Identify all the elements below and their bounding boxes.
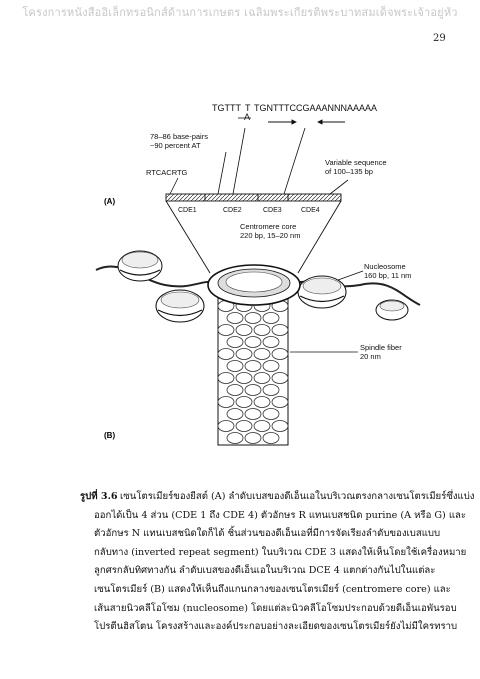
spindle-bead — [227, 313, 243, 324]
spindle-bead — [236, 397, 252, 408]
spindle-bead — [263, 361, 279, 372]
nucleosome-size-label: 160 bp, 11 nm — [364, 271, 412, 280]
nucleosome-right-2 — [376, 300, 408, 320]
spindle-bead — [254, 421, 270, 432]
label-b: (B) — [104, 431, 116, 440]
spindle-bead — [245, 313, 261, 324]
variable-seq-label: Variable sequence — [325, 158, 387, 167]
base-pairs-label: 78–86 base-pairs — [150, 132, 208, 141]
spindle-bead — [218, 421, 234, 432]
spindle-bead — [272, 421, 288, 432]
figure-caption — [80, 488, 475, 637]
caption-line: เส้นสายนิวคลีโอโซม (nucleosome) โดยแต่ละนิวคลีโอโซมประกอบด้วยดีเอ็นเอพันรอบ — [94, 602, 457, 614]
spindle-bead — [227, 361, 243, 372]
spindle-bead — [272, 349, 288, 360]
nucleosome-right-1 — [298, 276, 346, 308]
spindle-bead — [254, 325, 270, 336]
cde1-label: CDE1 — [178, 207, 197, 214]
sequence-part1: TGTTT — [212, 103, 241, 113]
page-header: โครงการหนังสืออิเล็กทรอนิกส์ด้านการเกษตร เฉลิมพระเกียรติพระบาทสมเด็จพระเจ้าอยู่หัว — [22, 6, 458, 19]
nucleosome-left-1 — [118, 251, 162, 281]
spindle-bead — [263, 313, 279, 324]
dna-bar — [166, 194, 341, 201]
caption-line: โปรตีนฮิสโตน โครงสร้างและองค์ประกอบอย่างละเอียดของเซนโตรเมียร์ยังไม่มีใครทราบ — [94, 621, 458, 633]
spindle-bead — [254, 397, 270, 408]
connector-line — [284, 128, 305, 194]
nucleosome-label: Nucleosome — [364, 262, 406, 271]
spindle-bead — [263, 433, 279, 444]
cde2-label: CDE2 — [223, 207, 242, 214]
spindle-bead — [236, 325, 252, 336]
sequence-t: T — [245, 103, 251, 113]
spindle-bead — [227, 433, 243, 444]
cde4-label: CDE4 — [301, 207, 320, 214]
centromere-figure — [0, 80, 480, 450]
caption-line: ออกได้เป็น 4 ส่วน (CDE 1 ถึง CDE 4) ตัวอักษร R แทนเบสชนิด purine (A หรือ G) และ — [94, 509, 467, 521]
spindle-bead — [254, 349, 270, 360]
caption-line: กลับทาง (inverted repeat segment) ในบริเวณ CDE 3 แสดงให้เห็นโดยใช้เครื่องหมาย — [94, 546, 467, 558]
spindle-bead — [272, 325, 288, 336]
spindle-bead — [254, 373, 270, 384]
nucleosome-callout — [338, 271, 363, 280]
variable-bp-label: of 100–135 bp — [325, 167, 373, 176]
spindle-bead — [272, 397, 288, 408]
spindle-bead — [218, 325, 234, 336]
spindle-bead — [263, 385, 279, 396]
spindle-bead — [236, 373, 252, 384]
centromere-core-ring — [208, 265, 300, 305]
caption-line: ลูกศรกลับทิศทางกัน ลำดับเบสของดีเอ็นเอในบริเวณ DCE 4 แตกต่างกันไปในแต่ละ — [94, 565, 436, 577]
spindle-bead — [245, 337, 261, 348]
spindle-bead — [227, 337, 243, 348]
spindle-bead — [263, 409, 279, 420]
spindle-fiber — [218, 295, 288, 445]
spindle-bead — [245, 433, 261, 444]
page-number: 29 — [433, 33, 446, 44]
spindle-bead — [245, 409, 261, 420]
connector-line — [233, 128, 245, 194]
label-a: (A) — [104, 197, 116, 206]
connector-line — [218, 152, 226, 194]
spindle-bead — [218, 373, 234, 384]
spindle-bead — [245, 385, 261, 396]
core-size-label: 220 bp, 15–20 nm — [240, 231, 301, 240]
spindle-bead — [227, 385, 243, 396]
nucleosome-left-2 — [156, 290, 204, 322]
spindle-bead — [218, 397, 234, 408]
caption-label: รูปที่ 3.6 — [80, 491, 118, 502]
connector-line — [170, 178, 178, 194]
sequence-under-a: A — [244, 112, 251, 122]
caption-line: เซนโตรเมียร์ (B) แสดงให้เห็นถึงแกนกลางของเซนโตรเมียร์ (centromere core) และ — [94, 583, 451, 595]
at-percent-label: ~90 percent AT — [150, 141, 201, 150]
spindle-size-label: 20 nm — [360, 352, 381, 361]
spindle-bead — [245, 361, 261, 372]
spindle-bead — [236, 349, 252, 360]
spindle-bead — [236, 421, 252, 432]
caption-line: เซนโตรเมียร์ของยีสต์ (A) ลำดับเบสของดีเอ็นเอในบริเวณตรงกลางเซนโตรเมียร์ซึ่งแบ่ง — [120, 491, 475, 502]
sequence-part2: TGNTTTCCGAAANNNAAAAA — [254, 103, 378, 113]
spindle-bead — [218, 349, 234, 360]
core-label: Centromere core — [240, 222, 297, 231]
spindle-bead — [227, 409, 243, 420]
spindle-label: Spindle fiber — [360, 343, 402, 352]
spindle-bead — [272, 373, 288, 384]
connector-line — [330, 180, 348, 194]
cde3-label: CDE3 — [263, 207, 282, 214]
spindle-bead — [263, 337, 279, 348]
rtcacrtg-label: RTCACRTG — [146, 168, 188, 177]
caption-line: ตัวอักษร N แทนเบสชนิดใดก็ได้ ชิ้นส่วนของดีเอ็นเอที่มีการจัดเรียงลำดับของเบสแบบ — [94, 528, 441, 540]
